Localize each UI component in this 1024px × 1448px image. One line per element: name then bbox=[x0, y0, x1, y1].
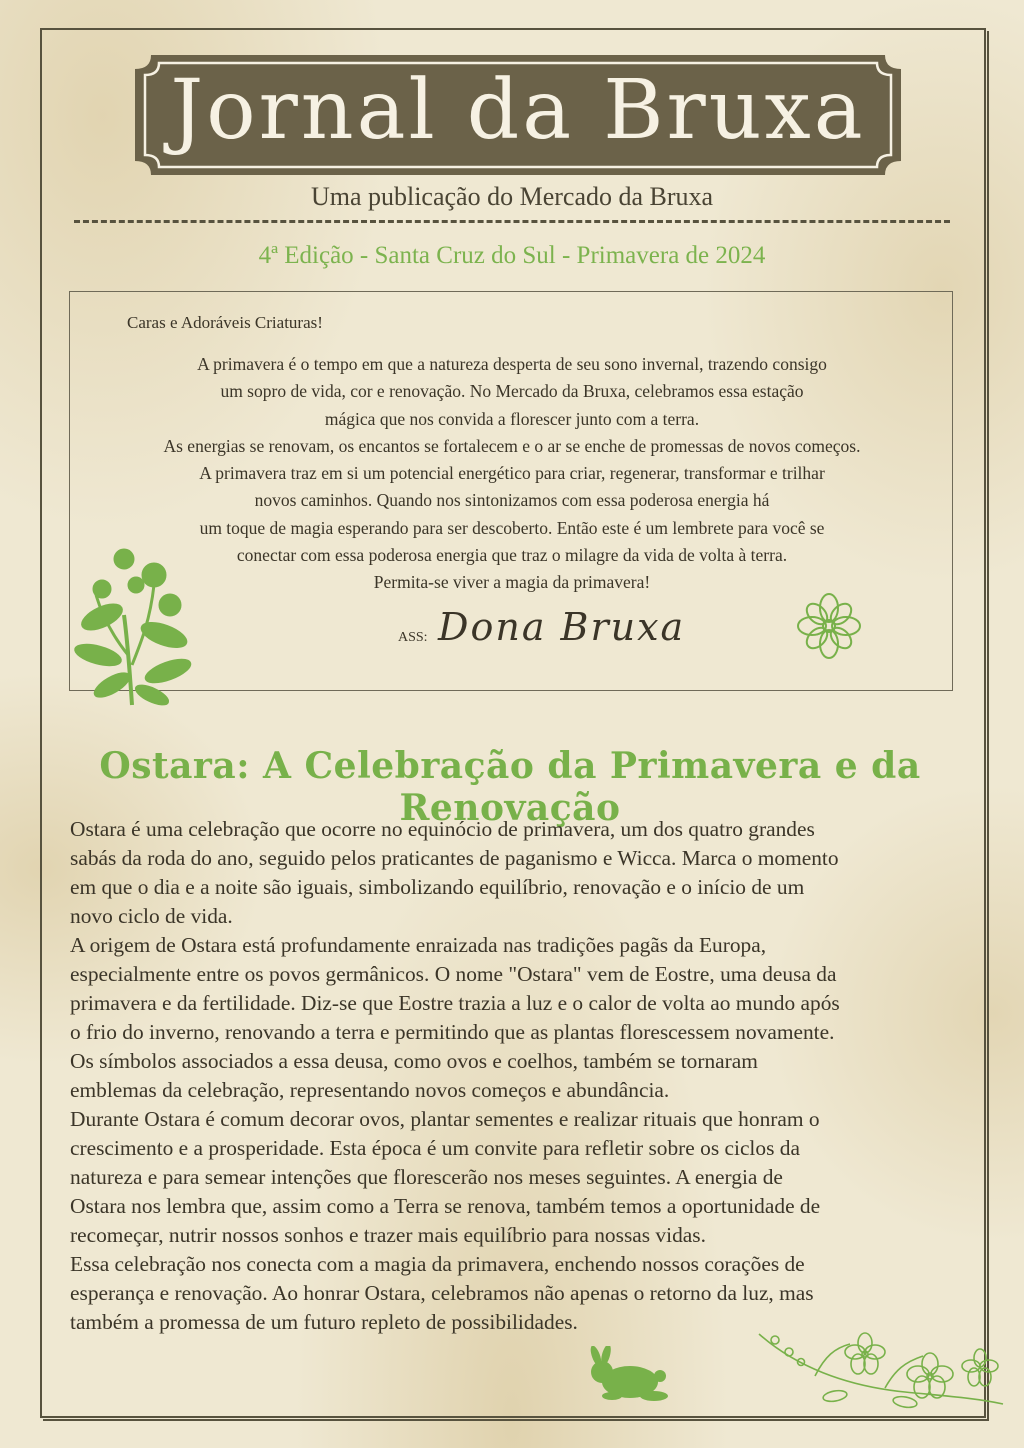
letter-line: mágica que nos convida a florescer junto com a terra. bbox=[324, 408, 700, 429]
article-line: Durante Ostara é comum decorar ovos, plantar sementes e realizar rituais que honram o bbox=[70, 1107, 820, 1131]
article-line: especialmente entre os povos germânicos. O nome "Ostara" vem de Eostre, uma deusa da bbox=[70, 962, 837, 986]
article-title: Ostara: A Celebração da Primavera e da Renovação bbox=[99, 745, 921, 829]
newspaper-title: Jornal da Bruxa bbox=[170, 63, 866, 158]
letter-greeting: Caras e Adoráveis Criaturas! bbox=[127, 313, 323, 332]
letter-line: um sopro de vida, cor e renovação. No Mercado da Bruxa, celebramos essa estação bbox=[220, 381, 804, 402]
article-line: recomeçar, nutrir nossos sonhos e trazer mais equilíbrio para nossas vidas. bbox=[70, 1223, 706, 1247]
letter-body bbox=[70, 351, 954, 597]
letter-line: um toque de magia esperando para ser descoberto. Então este é um lembrete para você se bbox=[199, 517, 825, 538]
article-line: Essa celebração nos conecta com a magia da primavera, enchendo nossos corações de bbox=[70, 1252, 805, 1276]
article-line: crescimento e a prosperidade. Esta época é um convite para refletir sobre os ciclos da bbox=[70, 1136, 800, 1160]
article-line: natureza e para semear intenções que florescerão nos meses seguintes. A energia de bbox=[70, 1165, 783, 1189]
article-line: A origem de Ostara está profundamente enraizada nas tradições pagãs da Europa, bbox=[70, 933, 767, 957]
signature-label: ASS: bbox=[398, 630, 428, 645]
article-body bbox=[70, 815, 970, 1337]
flower-outline-icon bbox=[796, 592, 862, 660]
edition-line: 4ª Edição - Santa Cruz do Sul - Primavera de 2024 bbox=[258, 242, 766, 269]
article-line: primavera e da fertilidade. Diz-se que Eostre trazia a luz e o calor de volta ao mundo após bbox=[70, 991, 840, 1015]
letter-line: As energias se renovam, os encantos se fortalecem e o ar se enche de promessas de novos começos. bbox=[163, 435, 861, 456]
letter-line: Permita-se viver a magia da primavera! bbox=[373, 572, 651, 593]
signature-name: Dona Bruxa bbox=[438, 605, 686, 649]
article-line: o frio do inverno, renovando a terra e permitindo que as plantas florescessem novamente. bbox=[70, 1020, 835, 1044]
letter-line: A primavera é o tempo em que a natureza desperta de seu sono invernal, trazendo consigo bbox=[197, 354, 827, 374]
article-line: Ostara nos lembra que, assim como a Terra se renova, também temos a oportunidade de bbox=[70, 1194, 821, 1218]
dashed-divider bbox=[74, 220, 950, 223]
letter-line: conectar com essa poderosa energia que traz o milagre da vida de volta à terra. bbox=[236, 545, 788, 566]
article-line: sabás da roda do ano, seguido pelos praticantes de paganismo e Wicca. Marca o momento bbox=[70, 846, 839, 870]
publication-subtitle: Uma publicação do Mercado da Bruxa bbox=[310, 182, 714, 211]
rabbit-icon bbox=[582, 1346, 672, 1406]
letter-line: novos caminhos. Quando nos sintonizamos com essa poderosa energia há bbox=[254, 490, 770, 511]
article-line: em que o dia e a noite são iguais, simbolizando equilíbrio, renovação e o início de um bbox=[70, 875, 805, 899]
article-line: novo ciclo de vida. bbox=[70, 904, 233, 928]
flowering-branch-illustration bbox=[755, 1326, 1005, 1412]
masthead-banner bbox=[135, 55, 901, 175]
article-line: Os símbolos associados a essa deusa, como ovos e coelhos, também se tornaram bbox=[70, 1049, 758, 1073]
article-line: emblemas da celebração, representando novos começos e abundância. bbox=[70, 1078, 670, 1102]
plant-illustration bbox=[72, 545, 198, 710]
article-line: Ostara é uma celebração que ocorre no equinócio de primavera, um dos quatro grandes bbox=[70, 817, 815, 841]
letter-line: A primavera traz em si um potencial energético para criar, regenerar, transformar e trilhar bbox=[199, 463, 825, 484]
article-line: esperança e renovação. Ao honrar Ostara, celebramos não apenas o retorno da luz, mas bbox=[70, 1281, 814, 1305]
article-line: também a promessa de um futuro repleto de possibilidades. bbox=[70, 1310, 578, 1334]
